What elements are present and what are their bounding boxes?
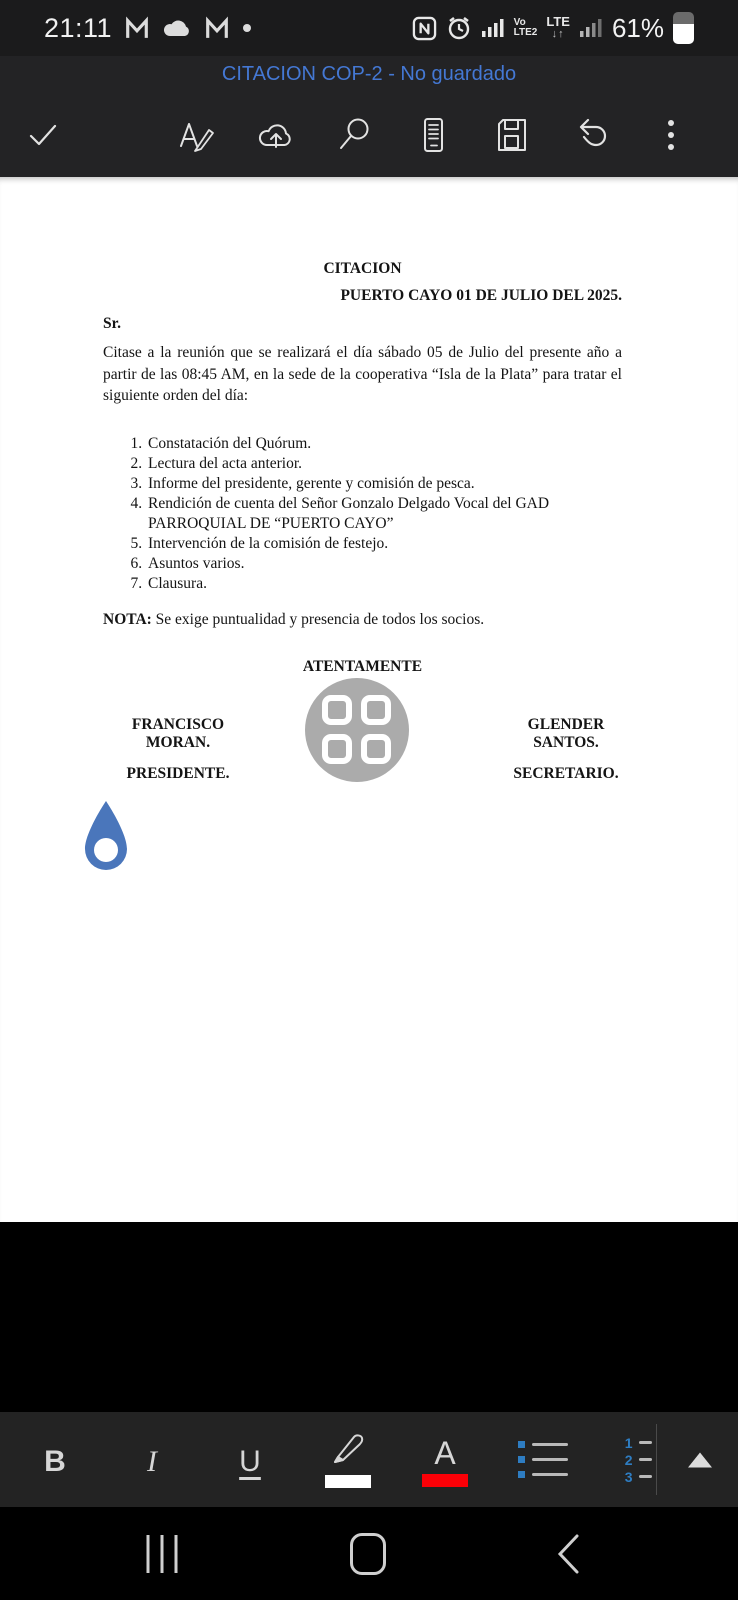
- signature-left: [103, 716, 253, 783]
- gmail-icon: [124, 15, 150, 41]
- signer-name: FRANCISCO MORAN.: [131, 715, 225, 751]
- agenda-item: 5. Intervención de la comisión de festejo.: [146, 534, 622, 554]
- doc-date-line: PUERTO CAYO 01 DE JULIO DEL 2025.: [340, 287, 622, 304]
- signer-role: PRESIDENTE.: [126, 764, 230, 782]
- bullet-list-button[interactable]: [504, 1412, 582, 1507]
- doc-salutation: Sr.: [103, 315, 121, 332]
- doc-heading: CITACION: [323, 260, 402, 277]
- nfc-icon: [412, 16, 437, 41]
- undo-button[interactable]: [570, 113, 614, 157]
- app-header: [0, 0, 738, 177]
- agenda-item: 4. Rendición de cuenta del Señor Gonzalo Delgado Vocal del GAD PARROQUIAL DE “PUERTO CAYO”: [146, 494, 622, 534]
- agenda-item: 1. Constatación del Quórum.: [146, 434, 622, 454]
- home-icon: [350, 1533, 386, 1575]
- doc-note: [103, 610, 622, 630]
- format-text-edit-button[interactable]: [174, 113, 218, 157]
- volte-indicator: Vo LTE2: [513, 17, 538, 38]
- cloud-icon: [162, 17, 192, 39]
- home-button[interactable]: [350, 1533, 386, 1575]
- highlight-swatch: [325, 1475, 371, 1488]
- font-color-swatch: [422, 1474, 468, 1487]
- signal-icon: [481, 16, 505, 40]
- document-title: CITACION COP-2 - No guardado: [221, 62, 517, 85]
- overflow-menu-button[interactable]: [649, 113, 693, 157]
- doc-intro-paragraph: Citase a la reunión que se realizará el día sábado 05 de Julio del presente año a partir de las 08:45 AM, en la sede de la cooperativa “Isla de la Plata” para tratar el siguiente orden del día:: [103, 344, 622, 404]
- offscreen-area: [0, 1222, 738, 1412]
- doc-closing: ATENTAMENTE: [302, 657, 423, 675]
- signal-icon: [579, 16, 603, 40]
- numbered-list-icon: 1 2 3: [623, 1436, 652, 1484]
- signer-name: GLENDER SANTOS.: [527, 715, 605, 751]
- document-page[interactable]: [0, 177, 738, 1222]
- mobile-view-button[interactable]: [411, 113, 455, 157]
- document-title-bar: [0, 56, 738, 92]
- alarm-icon: [446, 15, 472, 41]
- battery-percent-label: 61%: [611, 12, 664, 43]
- italic-button[interactable]: I: [147, 1444, 157, 1478]
- recents-button[interactable]: [147, 1535, 178, 1573]
- water-drop-shape[interactable]: [83, 800, 129, 879]
- save-button[interactable]: [490, 113, 534, 157]
- agenda-item: 7. Clausura.: [146, 574, 622, 594]
- format-toolbar: [0, 1412, 738, 1507]
- doc-note-text: Se exige puntualidad y presencia de todos los socios.: [151, 610, 485, 628]
- notification-dot-icon: [242, 23, 252, 33]
- highlight-color-button[interactable]: [309, 1412, 387, 1507]
- gmail-icon: [204, 15, 230, 41]
- bullet-list-icon: [518, 1441, 568, 1478]
- toolbar-divider: [656, 1424, 657, 1495]
- doc-note-label: NOTA:: [103, 610, 152, 628]
- status-bar: [0, 0, 738, 56]
- numbered-list-button[interactable]: [598, 1412, 676, 1507]
- bold-button[interactable]: B: [44, 1444, 66, 1478]
- search-button[interactable]: [333, 113, 377, 157]
- confirm-check-button[interactable]: [21, 113, 65, 157]
- collapse-toolbar-button[interactable]: [688, 1452, 712, 1467]
- agenda-item: 3. Informe del presidente, gerente y comisión de pesca.: [146, 474, 622, 494]
- signer-role: SECRETARIO.: [513, 764, 619, 782]
- font-color-button[interactable]: A: [406, 1412, 484, 1507]
- back-button[interactable]: [553, 1532, 583, 1576]
- signature-row: [103, 686, 622, 811]
- agenda-item: 2. Lectura del acta anterior.: [146, 454, 622, 474]
- battery-icon: [673, 12, 694, 44]
- android-nav-bar: [0, 1507, 738, 1600]
- clock-label: 21:11: [44, 12, 113, 43]
- signature-right: [496, 716, 636, 783]
- top-toolbar: [0, 92, 738, 177]
- doc-agenda-list: [103, 434, 622, 594]
- agenda-item: 6. Asuntos varios.: [146, 554, 622, 574]
- highlighter-icon: [328, 1431, 368, 1470]
- lte-indicator: LTE ↓↑: [546, 14, 570, 40]
- processing-badge-icon: [305, 678, 409, 782]
- cloud-upload-button[interactable]: [254, 113, 298, 157]
- underline-button[interactable]: U: [239, 1444, 261, 1478]
